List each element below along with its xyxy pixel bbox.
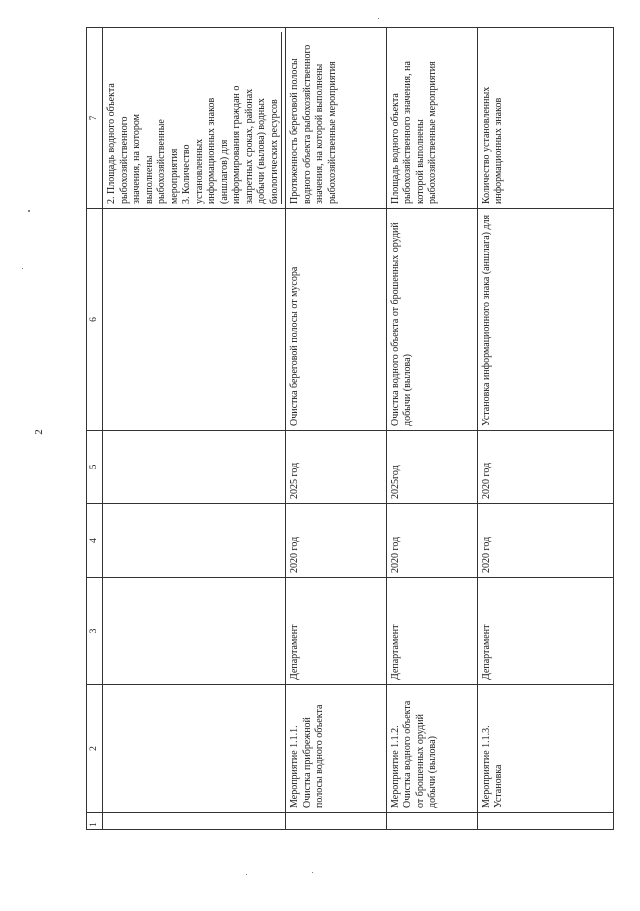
activities-table [86, 27, 614, 830]
column-number-row [87, 28, 103, 830]
column-number-5: 5 [87, 431, 103, 504]
page-number: 2 [32, 429, 45, 435]
cell-empty [103, 578, 286, 685]
scan-speck [246, 874, 247, 875]
start-year-cell: 2020 год [477, 504, 613, 578]
indicator-line: добычи (вылова) водных [256, 98, 268, 204]
column-number-2: 2 [87, 685, 103, 813]
cell-empty [103, 431, 286, 504]
indicator-line: 3. Количество [181, 144, 193, 204]
continued-indicators [103, 28, 286, 209]
end-year-cell: 2020 год [477, 431, 613, 504]
table-row [386, 28, 477, 830]
column-number-4: 4 [87, 504, 103, 578]
column-number-6: 6 [87, 209, 103, 431]
indicator-line: рыбохозяйственные [156, 119, 168, 204]
indicator-cell: Площадь водного объекта рыбохозяйственного значения, на которой выполнены рыбохозяйственные мероприятия [386, 28, 477, 209]
indicator-line: рыбохозяйственного [118, 116, 130, 204]
indicator-cell: Протяженность береговой полосы водного объекта рыбохозяйственного значения, на которой выполнены рыбохозяйственные мероприятия [286, 28, 386, 209]
indicator-line: запретных сроках, районах [243, 88, 255, 204]
activity-cell: Мероприятие 1.1.3. Установка [477, 685, 613, 813]
executor-cell: Департамент [286, 578, 386, 685]
activity-cell: Мероприятие 1.1.2. Очистка водного объекта от брошенных орудий добычи (вылова) [386, 685, 477, 813]
scan-speck [378, 18, 379, 19]
start-year-cell: 2020 год [386, 504, 477, 578]
cell-empty [103, 209, 286, 431]
cell-empty [103, 685, 286, 813]
rotated-document [86, 28, 614, 830]
indicator-line: значения, на котором [131, 114, 143, 204]
scan-speck [312, 872, 313, 873]
executor-cell: Департамент [477, 578, 613, 685]
indicator-line: 2. Площадь водного объекта [106, 83, 118, 204]
indicator-line: выполнены [143, 155, 155, 204]
activity-cell: Мероприятие 1.1.1. Очистка прибрежной полосы водного объекта [286, 685, 386, 813]
indicator-cell: Количество установленных информационных знаков [477, 28, 613, 209]
cell-empty [103, 813, 286, 830]
cell-empty [386, 813, 477, 830]
scan-speck [28, 210, 30, 212]
indicator-line: информационных знаков [206, 97, 218, 204]
cell-empty [286, 813, 386, 830]
continuation-row [103, 28, 286, 830]
executor-cell: Департамент [386, 578, 477, 685]
end-year-cell: 2025год [386, 431, 477, 504]
scan-speck [22, 268, 23, 269]
result-cell: Установка информационного знака (аншлага) для [477, 209, 613, 431]
column-number-1: 1 [87, 813, 103, 830]
start-year-cell: 2020 год [286, 504, 386, 578]
cell-empty [103, 504, 286, 578]
indicator-line: информирования граждан о [231, 85, 243, 204]
column-number-3: 3 [87, 578, 103, 685]
table-row [286, 28, 386, 830]
column-number-7: 7 [87, 28, 103, 209]
cell-empty [477, 813, 613, 830]
indicator-line: установленных [193, 138, 205, 204]
indicator-line: биологических ресурсов [269, 32, 283, 204]
result-cell: Очистка береговой полосы от мусора [286, 209, 386, 431]
table-row [477, 28, 613, 830]
indicator-line: (аншлагов) для [218, 139, 230, 204]
indicator-line: мероприятия [168, 148, 180, 204]
result-cell: Очистка водного объекта от брошенных орудий добычи (вылова) [386, 209, 477, 431]
end-year-cell: 2025 год [286, 431, 386, 504]
